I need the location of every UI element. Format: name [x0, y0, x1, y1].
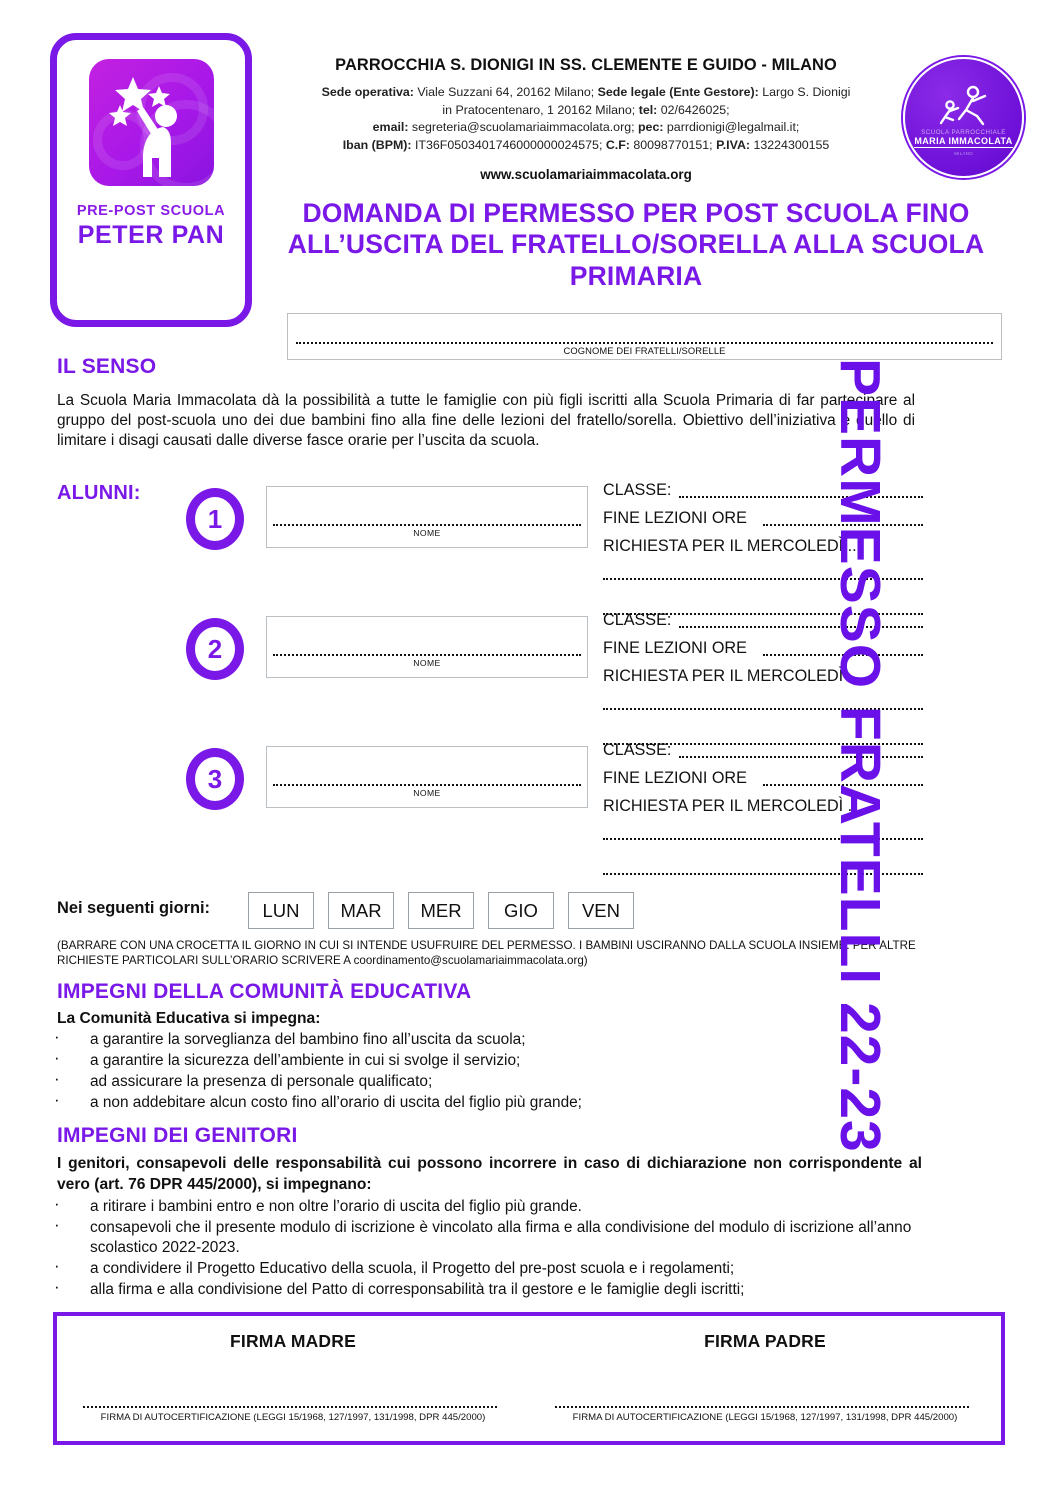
address-line-2: in Pratocentenaro, 1 20162 Milano;: [442, 102, 639, 117]
cf-value: 80098770151;: [629, 137, 717, 152]
classe-label: CLASSE:: [603, 481, 672, 499]
section-heading-genitori: IMPEGNI DEI GENITORI: [57, 1124, 298, 1147]
school-seal-logo: [903, 57, 1024, 178]
nome-caption: NOME: [413, 658, 441, 668]
giorno-option-ven[interactable]: VEN: [568, 892, 634, 929]
firma-madre-caption: FIRMA DI AUTOCERTIFICAZIONE (LEGGI 15/1968, 127/1997, 131/1998, DPR 445/2000): [100, 1412, 486, 1423]
iban-label: Iban (BPM):: [342, 137, 412, 152]
email-value: segreteria@scuolamariaimmacolata.org;: [408, 120, 638, 135]
comunita-list: [52, 1030, 932, 1114]
alunno-row: [186, 741, 926, 874]
richiesta-label: RICHIESTA PER IL MERCOLEDÌ ..: [603, 667, 857, 685]
website-url: www.scuolamariaimmacolata.org: [480, 167, 692, 183]
page-title: DOMANDA DI PERMESSO PER POST SCUOLA FINO ALL’USCITA DEL FRATELLO/SORELLA ALLA SCUOLA PRIMARIA: [287, 198, 985, 291]
alunno-nome-field[interactable]: [266, 746, 588, 808]
seal-main-text: MARIA IMMACOLATA: [914, 136, 1013, 146]
section-heading-senso: IL SENSO: [57, 355, 157, 378]
header-block: [262, 56, 910, 182]
firma-madre-title: FIRMA MADRE: [230, 1331, 356, 1351]
parish-contact-details: [262, 84, 910, 154]
alunno-nome-field[interactable]: [266, 486, 588, 548]
logo-line-1: PRE-POST SCUOLA: [76, 203, 226, 219]
list-item: · ad assicurare la presenza di personale qualificato;: [52, 1072, 932, 1092]
nome-writing-line: [273, 654, 581, 656]
cf-label: C.F:: [605, 137, 630, 152]
peter-pan-logo-card: [50, 33, 252, 327]
richiesta-label: RICHIESTA PER IL MERCOLEDÌ ..: [603, 797, 857, 815]
comunita-lead: La Comunità Educativa si impegna:: [57, 1010, 321, 1027]
list-item: · a ritirare i bambini entro e non oltre l’orario di uscita del figlio più grande.: [52, 1197, 932, 1217]
list-item: · consapevoli che il presente modulo di iscrizione è vincolato alla firma e alla condivisione del modulo di iscrizione all’anno scolastico 2022-2023.: [52, 1218, 932, 1258]
two-running-figures-icon: [933, 83, 995, 127]
sede-legale-label: Sede legale (Ente Gestore):: [597, 85, 759, 99]
firma-madre-line: [83, 1406, 497, 1408]
richiesta-label: RICHIESTA PER IL MERCOLEDÌ ..: [603, 537, 857, 555]
cognome-writing-line: [296, 342, 993, 344]
nome-writing-line: [273, 524, 581, 526]
cognome-caption: COGNOME DEI FRATELLI/SORELLE: [563, 345, 726, 356]
nome-caption: NOME: [413, 528, 441, 538]
child-reaching-stars-icon: [89, 59, 214, 186]
vertical-side-title: PERMESSO FRATELLI 22-23: [828, 358, 892, 1153]
fine-lezioni-label: FINE LEZIONI ORE: [603, 639, 747, 657]
list-item: · a garantire la sorveglianza del bambino fino all’uscita da scuola;: [52, 1030, 932, 1050]
giorni-checkbox-row: [248, 892, 634, 929]
tel-label: tel:: [638, 102, 658, 117]
piva-value: 13224300155: [750, 137, 830, 152]
signature-padre[interactable]: [529, 1316, 1001, 1441]
section-heading-comunita: IMPEGNI DELLA COMUNITÀ EDUCATIVA: [57, 980, 472, 1003]
alunno-row: [186, 481, 926, 614]
sede-legale-value: Largo S. Dionigi: [758, 85, 851, 99]
giorni-note: (BARRARE CON UNA CROCETTA IL GIORNO IN CUI SI INTENDE USUFRUIRE DEL PERMESSO. I BAMBINI USCIRANNO DALLA SCUOLA INSIEME. PER ALTRE RICHIESTE PARTICOLARI SULL’ORARIO SCRIVERE A coordinamento@scuolamariaimmacolata.org): [57, 939, 916, 968]
list-item: · alla firma e alla condivisione del Patto di corresponsabilità tra il gestore e le famiglie degli iscritti;: [52, 1280, 932, 1300]
alunno-nome-field[interactable]: [266, 616, 588, 678]
list-item: · a garantire la sicurezza dell’ambiente in cui si svolge il servizio;: [52, 1051, 932, 1071]
signature-block: [53, 1312, 1005, 1445]
giorno-option-gio[interactable]: GIO: [488, 892, 554, 929]
firma-padre-title: FIRMA PADRE: [704, 1331, 826, 1351]
alunno-number-badge: 1: [186, 488, 244, 550]
fine-lezioni-label: FINE LEZIONI ORE: [603, 769, 747, 787]
classe-label: CLASSE:: [603, 611, 672, 629]
logo-line-2: PETER PAN: [77, 221, 225, 249]
parish-title: PARROCCHIA S. DIONIGI IN SS. CLEMENTE E GUIDO - MILANO: [335, 56, 837, 74]
signature-madre[interactable]: [57, 1316, 529, 1441]
classe-label: CLASSE:: [603, 741, 672, 759]
alunno-row: [186, 611, 926, 744]
list-item: · a non addebitare alcun costo fino all’orario di uscita del figlio più grande;: [52, 1093, 932, 1113]
senso-body-text: La Scuola Maria Immacolata dà la possibilità a tutte le famiglie con più figli iscritti alla Scuola Primaria di far partecipare al gruppo del post-scuola uno dei due bambini fino alla fine delle lezioni del fratello/sorella. Obiettivo dell’iniziativa è quello di limitare i disagi causati dalle diverse fasce orarie per l’uscita da scuola.: [57, 392, 915, 450]
piva-label: P.IVA:: [716, 137, 751, 152]
firma-padre-caption: FIRMA DI AUTOCERTIFICAZIONE (LEGGI 15/1968, 127/1997, 131/1998, DPR 445/2000): [572, 1412, 958, 1423]
section-heading-alunni: ALUNNI:: [57, 482, 141, 504]
tel-value: 02/6426025;: [657, 102, 730, 117]
pec-value: parrdionigi@legalmail.it;: [663, 120, 800, 135]
cognome-fratelli-field[interactable]: [287, 313, 1002, 360]
alunno-number-badge: 2: [186, 618, 244, 680]
sede-operativa-label: Sede operativa:: [321, 85, 414, 99]
seal-top-text: SCUOLA PARROCCHIALE: [921, 129, 1006, 136]
fine-lezioni-label: FINE LEZIONI ORE: [603, 509, 747, 527]
genitori-list: [52, 1197, 932, 1301]
nome-caption: NOME: [413, 788, 441, 798]
list-item: · a condividere il Progetto Educativo della scuola, il Progetto del pre-post scuola e i regolamenti;: [52, 1259, 932, 1279]
giorno-option-lun[interactable]: LUN: [248, 892, 314, 929]
pec-label: pec:: [637, 120, 664, 135]
sede-operativa-value: Viale Suzzani 64, 20162 Milano;: [413, 85, 598, 99]
seal-sub-text: MILANO: [954, 151, 973, 156]
iban-value: IT36F0503401746000000024575;: [411, 137, 606, 152]
email-label: email:: [372, 120, 409, 135]
giorno-option-mer[interactable]: MER: [408, 892, 474, 929]
giorno-option-mar[interactable]: MAR: [328, 892, 394, 929]
nome-writing-line: [273, 784, 581, 786]
alunno-number-badge: 3: [186, 748, 244, 810]
firma-padre-line: [555, 1406, 969, 1408]
giorni-label: Nei seguenti giorni:: [57, 899, 210, 917]
genitori-lead: I genitori, consapevoli delle responsabilità cui possono incorrere in caso di dichiarazione non corrispondente al vero (art. 76 DPR 445/2000), si impegnano:: [57, 1155, 922, 1193]
